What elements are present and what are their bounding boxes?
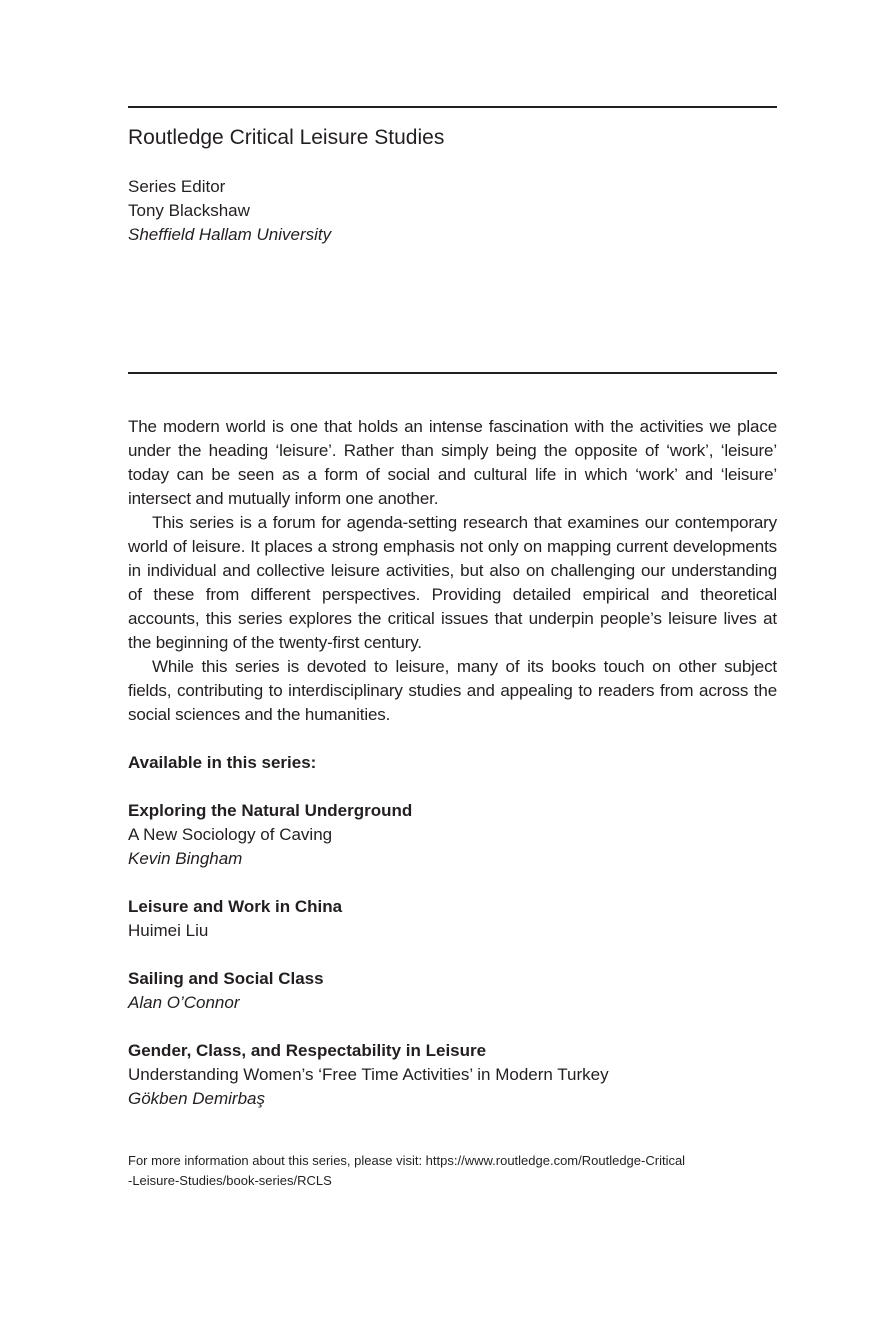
book-title: Exploring the Natural Underground — [128, 801, 413, 820]
book-author: Gökben Demirbaş — [128, 1089, 266, 1108]
book-subtitle: A New Sociology of Caving — [128, 825, 333, 844]
series-description — [128, 415, 777, 727]
middle-rule — [128, 372, 777, 374]
footer-line: For more information about this series, please visit: https://www.routledge.com/Routledge-Critical — [128, 1153, 686, 1168]
series-editor-name: Tony Blackshaw — [128, 201, 250, 220]
description-paragraph: The modern world is one that holds an intense fascination with the activities we place under the heading ‘leisure’. Rather than simply being the opposite of ‘work’, ‘leisure’ today can be seen as a form of social and cultural life in which ‘work’ and ‘leisure’ intersect and mutually inform one another. — [128, 417, 777, 508]
book-author: Kevin Bingham — [128, 849, 243, 868]
book-entry — [128, 895, 342, 943]
book-author: Alan O’Connor — [128, 993, 240, 1012]
book-title: Leisure and Work in China — [128, 897, 343, 916]
description-paragraph: While this series is devoted to leisure, many of its books touch on other subject fields, contributing to interdisciplinary studies and appealing to readers from across the social sciences and the humanities. — [128, 657, 777, 724]
book-subtitle: Understanding Women’s ‘Free Time Activities’ in Modern Turkey — [128, 1065, 609, 1084]
available-heading: Available in this series: — [128, 753, 317, 772]
series-editor-label: Series Editor — [128, 177, 226, 196]
series-title: Routledge Critical Leisure Studies — [128, 126, 445, 149]
book-entry — [128, 1039, 609, 1111]
series-info-footer — [128, 1151, 777, 1191]
footer-line: -Leisure-Studies/book-series/RCLS — [128, 1173, 332, 1188]
book-entry — [128, 799, 412, 871]
description-paragraph: This series is a forum for agenda-setting research that examines our contemporary world of leisure. It places a strong emphasis not only on mapping current developments in individual and collective leisure activities, but also on challenging our understanding of these from different perspectives. Providing detailed empirical and theoretical accounts, this series explores the critical issues that underpin people’s leisure lives at the beginning of the twenty-first century. — [128, 513, 777, 652]
book-title: Gender, Class, and Respectability in Leisure — [128, 1041, 487, 1060]
top-rule — [128, 106, 777, 108]
series-editor-affiliation: Sheffield Hallam University — [128, 225, 332, 244]
book-author: Huimei Liu — [128, 921, 209, 940]
series-editor-block — [128, 175, 331, 247]
book-entry — [128, 967, 324, 1015]
book-title: Sailing and Social Class — [128, 969, 324, 988]
